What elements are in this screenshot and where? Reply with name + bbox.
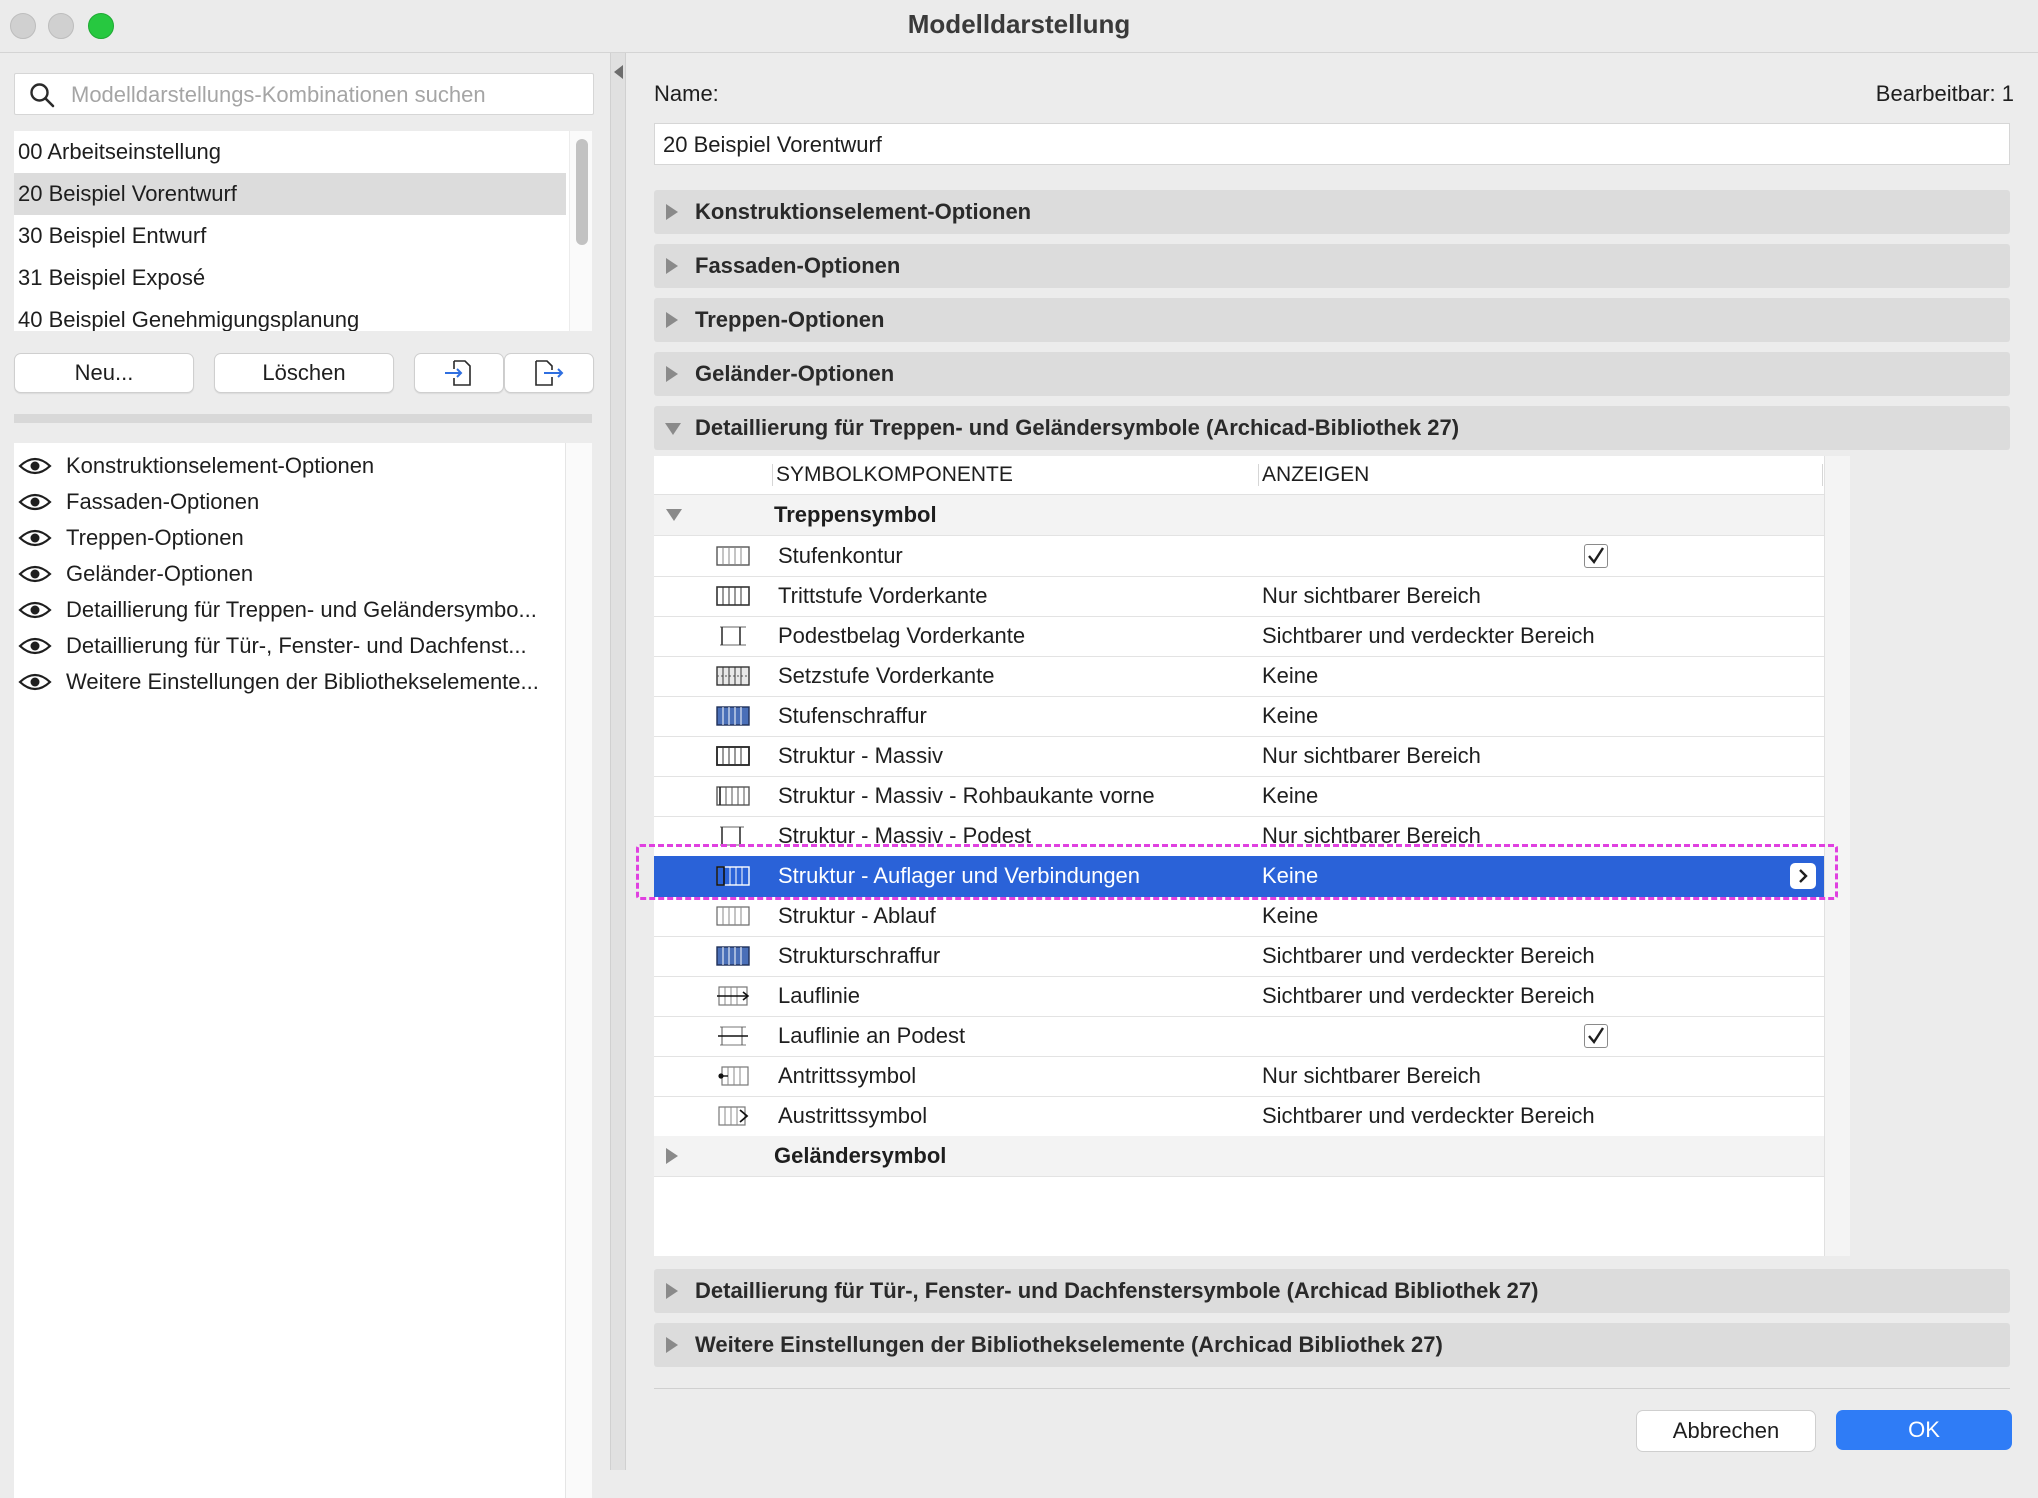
combination-list-scrollbar-track[interactable] — [569, 131, 592, 331]
disclosure-triangle-icon[interactable] — [666, 312, 678, 328]
option-label: Weitere Einstellungen der Bibliothekselemente... — [66, 669, 539, 694]
section-header[interactable] — [654, 190, 2010, 234]
title-bar — [0, 0, 2038, 53]
combination-item[interactable]: 31 Beispiel Exposé — [18, 265, 206, 290]
section-title: Detaillierung für Tür-, Fenster- und Dachfenstersymbole (Archicad Bibliothek 27) — [695, 1278, 1539, 1303]
option-item[interactable] — [14, 628, 564, 664]
combination-item[interactable]: 40 Beispiel Genehmigungsplanung — [18, 307, 360, 331]
disclosure-triangle-icon[interactable] — [666, 1148, 678, 1164]
table-row[interactable] — [654, 696, 1824, 737]
option-item[interactable] — [14, 664, 564, 700]
component-name: Austrittssymbol — [778, 1103, 928, 1128]
structure-solid-icon — [716, 745, 750, 767]
component-name: Antrittssymbol — [778, 1063, 917, 1088]
disclosure-triangle-down-icon[interactable] — [665, 423, 681, 435]
show-value[interactable]: Keine — [1262, 783, 1319, 808]
section-header[interactable] — [654, 298, 2010, 342]
table-row[interactable] — [654, 656, 1824, 697]
window-title: Modelldarstellung — [907, 9, 1131, 39]
show-value[interactable]: Keine — [1262, 703, 1319, 728]
section-title: Fassaden-Optionen — [695, 253, 901, 278]
section-header[interactable] — [654, 1323, 2010, 1367]
collapse-arrow-icon[interactable] — [614, 65, 623, 79]
show-value[interactable]: Nur sichtbarer Bereich — [1262, 823, 1481, 848]
component-name: Podestbelag Vorderkante — [778, 623, 1026, 648]
table-row[interactable] — [654, 976, 1824, 1017]
export-icon — [532, 358, 566, 388]
option-item[interactable] — [14, 520, 564, 556]
table-row[interactable] — [654, 1016, 1824, 1057]
table-row[interactable] — [654, 1056, 1824, 1097]
disclosure-triangle-icon[interactable] — [666, 366, 678, 382]
option-list — [14, 443, 592, 1498]
table-row[interactable] — [654, 616, 1824, 657]
section-title: Detaillierung für Treppen- und Geländersymbole (Archicad-Bibliothek 27) — [695, 415, 1460, 440]
eye-icon[interactable] — [18, 492, 52, 512]
component-name: Lauflinie — [778, 983, 860, 1008]
left-pane — [0, 53, 610, 1470]
component-name: Lauflinie an Podest — [778, 1023, 966, 1048]
component-name: Strukturschraffur — [778, 943, 941, 968]
eye-icon[interactable] — [18, 600, 52, 620]
combination-item[interactable]: 30 Beispiel Entwurf — [18, 223, 207, 248]
disclosure-triangle-icon[interactable] — [666, 1283, 678, 1299]
group-label: Treppensymbol — [774, 502, 937, 527]
new-button[interactable]: Neu... — [14, 353, 194, 393]
component-name: Stufenkontur — [778, 543, 903, 568]
eye-icon[interactable] — [18, 636, 52, 656]
option-item[interactable] — [14, 484, 564, 520]
export-button[interactable] — [504, 353, 594, 393]
structure-drain-icon — [716, 905, 750, 927]
disclosure-triangle-icon[interactable] — [666, 258, 678, 274]
footer-divider — [654, 1388, 2010, 1389]
table-row[interactable] — [654, 536, 1824, 577]
eye-icon[interactable] — [18, 456, 52, 476]
section-header[interactable] — [654, 1269, 2010, 1313]
section-header-expanded[interactable] — [654, 406, 2010, 450]
show-value[interactable]: Sichtbarer und verdeckter Bereich — [1262, 983, 1595, 1008]
show-value[interactable]: Sichtbarer und verdeckter Bereich — [1262, 1103, 1595, 1128]
show-value[interactable]: Keine — [1262, 663, 1319, 688]
table-group-row[interactable] — [654, 1136, 1824, 1177]
combination-list — [14, 131, 592, 331]
end-symbol-icon — [716, 1105, 750, 1127]
section-title: Konstruktionselement-Optionen — [695, 199, 1032, 224]
structure-hatch-icon — [716, 945, 750, 967]
option-list-scrollbar-track[interactable] — [565, 443, 592, 1498]
delete-button[interactable]: Löschen — [214, 353, 394, 393]
show-value[interactable]: Nur sichtbarer Bereich — [1262, 743, 1481, 768]
editable-count-label: Bearbeitbar: 1 — [1875, 81, 2014, 106]
option-item[interactable] — [14, 448, 564, 484]
import-icon — [442, 358, 476, 388]
combination-item-selected[interactable]: 20 Beispiel Vorentwurf — [14, 173, 566, 215]
option-label: Geländer-Optionen — [66, 561, 254, 586]
table-row[interactable] — [654, 776, 1824, 817]
combination-list-scrollbar[interactable] — [576, 139, 588, 245]
table-group-row[interactable] — [654, 495, 1824, 536]
name-field[interactable]: 20 Beispiel Vorentwurf — [654, 123, 2010, 165]
disclosure-triangle-down-icon[interactable] — [666, 509, 682, 521]
show-value[interactable]: Keine — [1262, 863, 1319, 888]
show-value[interactable]: Nur sichtbarer Bereich — [1262, 583, 1481, 608]
option-label: Detaillierung für Tür-, Fenster- und Dachfenst... — [66, 633, 527, 658]
option-label: Detaillierung für Treppen- und Geländersymbo... — [66, 597, 537, 622]
section-header[interactable] — [654, 352, 2010, 396]
show-value[interactable]: Sichtbarer und verdeckter Bereich — [1262, 623, 1595, 648]
eye-icon[interactable] — [18, 672, 52, 692]
option-item[interactable] — [14, 556, 564, 592]
option-item[interactable] — [14, 592, 564, 628]
tread-edge-icon — [716, 585, 750, 607]
search-input[interactable] — [69, 77, 583, 113]
show-checkbox[interactable] — [1584, 1024, 1608, 1048]
structure-front-edge-icon — [716, 785, 750, 807]
selection-highlight-annotation — [636, 844, 1838, 900]
ok-button[interactable]: OK — [1836, 1410, 2012, 1450]
eye-icon[interactable] — [18, 564, 52, 584]
component-name: Struktur - Auflager und Verbindungen — [778, 863, 1141, 888]
search-box[interactable] — [14, 73, 594, 115]
column-header-show[interactable]: ANZEIGEN — [1262, 463, 1370, 486]
eye-icon[interactable] — [18, 528, 52, 548]
option-label: Fassaden-Optionen — [66, 489, 260, 514]
pane-divider[interactable] — [14, 414, 592, 423]
component-name: Struktur - Massiv - Podest — [778, 823, 1032, 848]
checkmark-icon — [1585, 1025, 1607, 1047]
stair-hatch-icon — [716, 705, 750, 727]
component-name: Struktur - Massiv - Rohbaukante vorne — [778, 783, 1155, 808]
column-separator[interactable] — [1258, 464, 1259, 486]
cancel-button[interactable]: Abbrechen — [1636, 1410, 1816, 1452]
show-value[interactable]: Sichtbarer und verdeckter Bereich — [1262, 943, 1595, 968]
option-label: Treppen-Optionen — [66, 525, 244, 550]
group-label: Geländersymbol — [774, 1143, 947, 1168]
component-name: Stufenschraffur — [778, 703, 927, 728]
section-title: Treppen-Optionen — [695, 307, 885, 332]
table-row[interactable] — [654, 576, 1824, 617]
walking-line-icon — [716, 985, 750, 1007]
checkmark-icon — [1585, 545, 1607, 567]
disclosure-triangle-icon[interactable] — [666, 1337, 678, 1353]
stair-contour-icon — [716, 545, 750, 567]
component-name: Struktur - Ablauf — [778, 903, 936, 928]
component-name: Struktur - Massiv — [778, 743, 944, 768]
table-row[interactable] — [654, 1096, 1824, 1137]
combination-item[interactable]: 00 Arbeitseinstellung — [18, 139, 222, 164]
column-header-component[interactable]: SYMBOLKOMPONENTE — [776, 463, 1013, 486]
component-name: Trittstufe Vorderkante — [778, 583, 988, 608]
table-row[interactable] — [654, 896, 1824, 937]
option-label: Konstruktionselement-Optionen — [66, 453, 375, 478]
name-label: Name: — [654, 81, 719, 106]
landing-edge-icon — [716, 625, 750, 647]
pane-splitter[interactable] — [610, 53, 626, 1470]
disclosure-triangle-icon[interactable] — [666, 204, 678, 220]
import-button[interactable] — [414, 353, 504, 393]
show-value[interactable]: Keine — [1262, 903, 1319, 928]
table-row[interactable] — [654, 736, 1824, 777]
section-title: Geländer-Optionen — [695, 361, 895, 386]
component-name: Setzstufe Vorderkante — [778, 663, 995, 688]
table-header — [654, 456, 1824, 495]
riser-edge-icon — [716, 665, 750, 687]
start-symbol-icon — [716, 1065, 750, 1087]
section-header[interactable] — [654, 244, 2010, 288]
column-separator[interactable] — [772, 464, 773, 486]
show-value[interactable]: Nur sichtbarer Bereich — [1262, 1063, 1481, 1088]
section-title: Weitere Einstellungen der Bibliothekselemente (Archicad Bibliothek 27) — [695, 1332, 1443, 1357]
show-checkbox[interactable] — [1584, 544, 1608, 568]
walking-line-landing-icon — [716, 1025, 750, 1047]
column-separator[interactable] — [1822, 464, 1823, 486]
search-icon — [29, 82, 55, 108]
table-row[interactable] — [654, 936, 1824, 977]
right-pane — [626, 53, 2038, 1470]
